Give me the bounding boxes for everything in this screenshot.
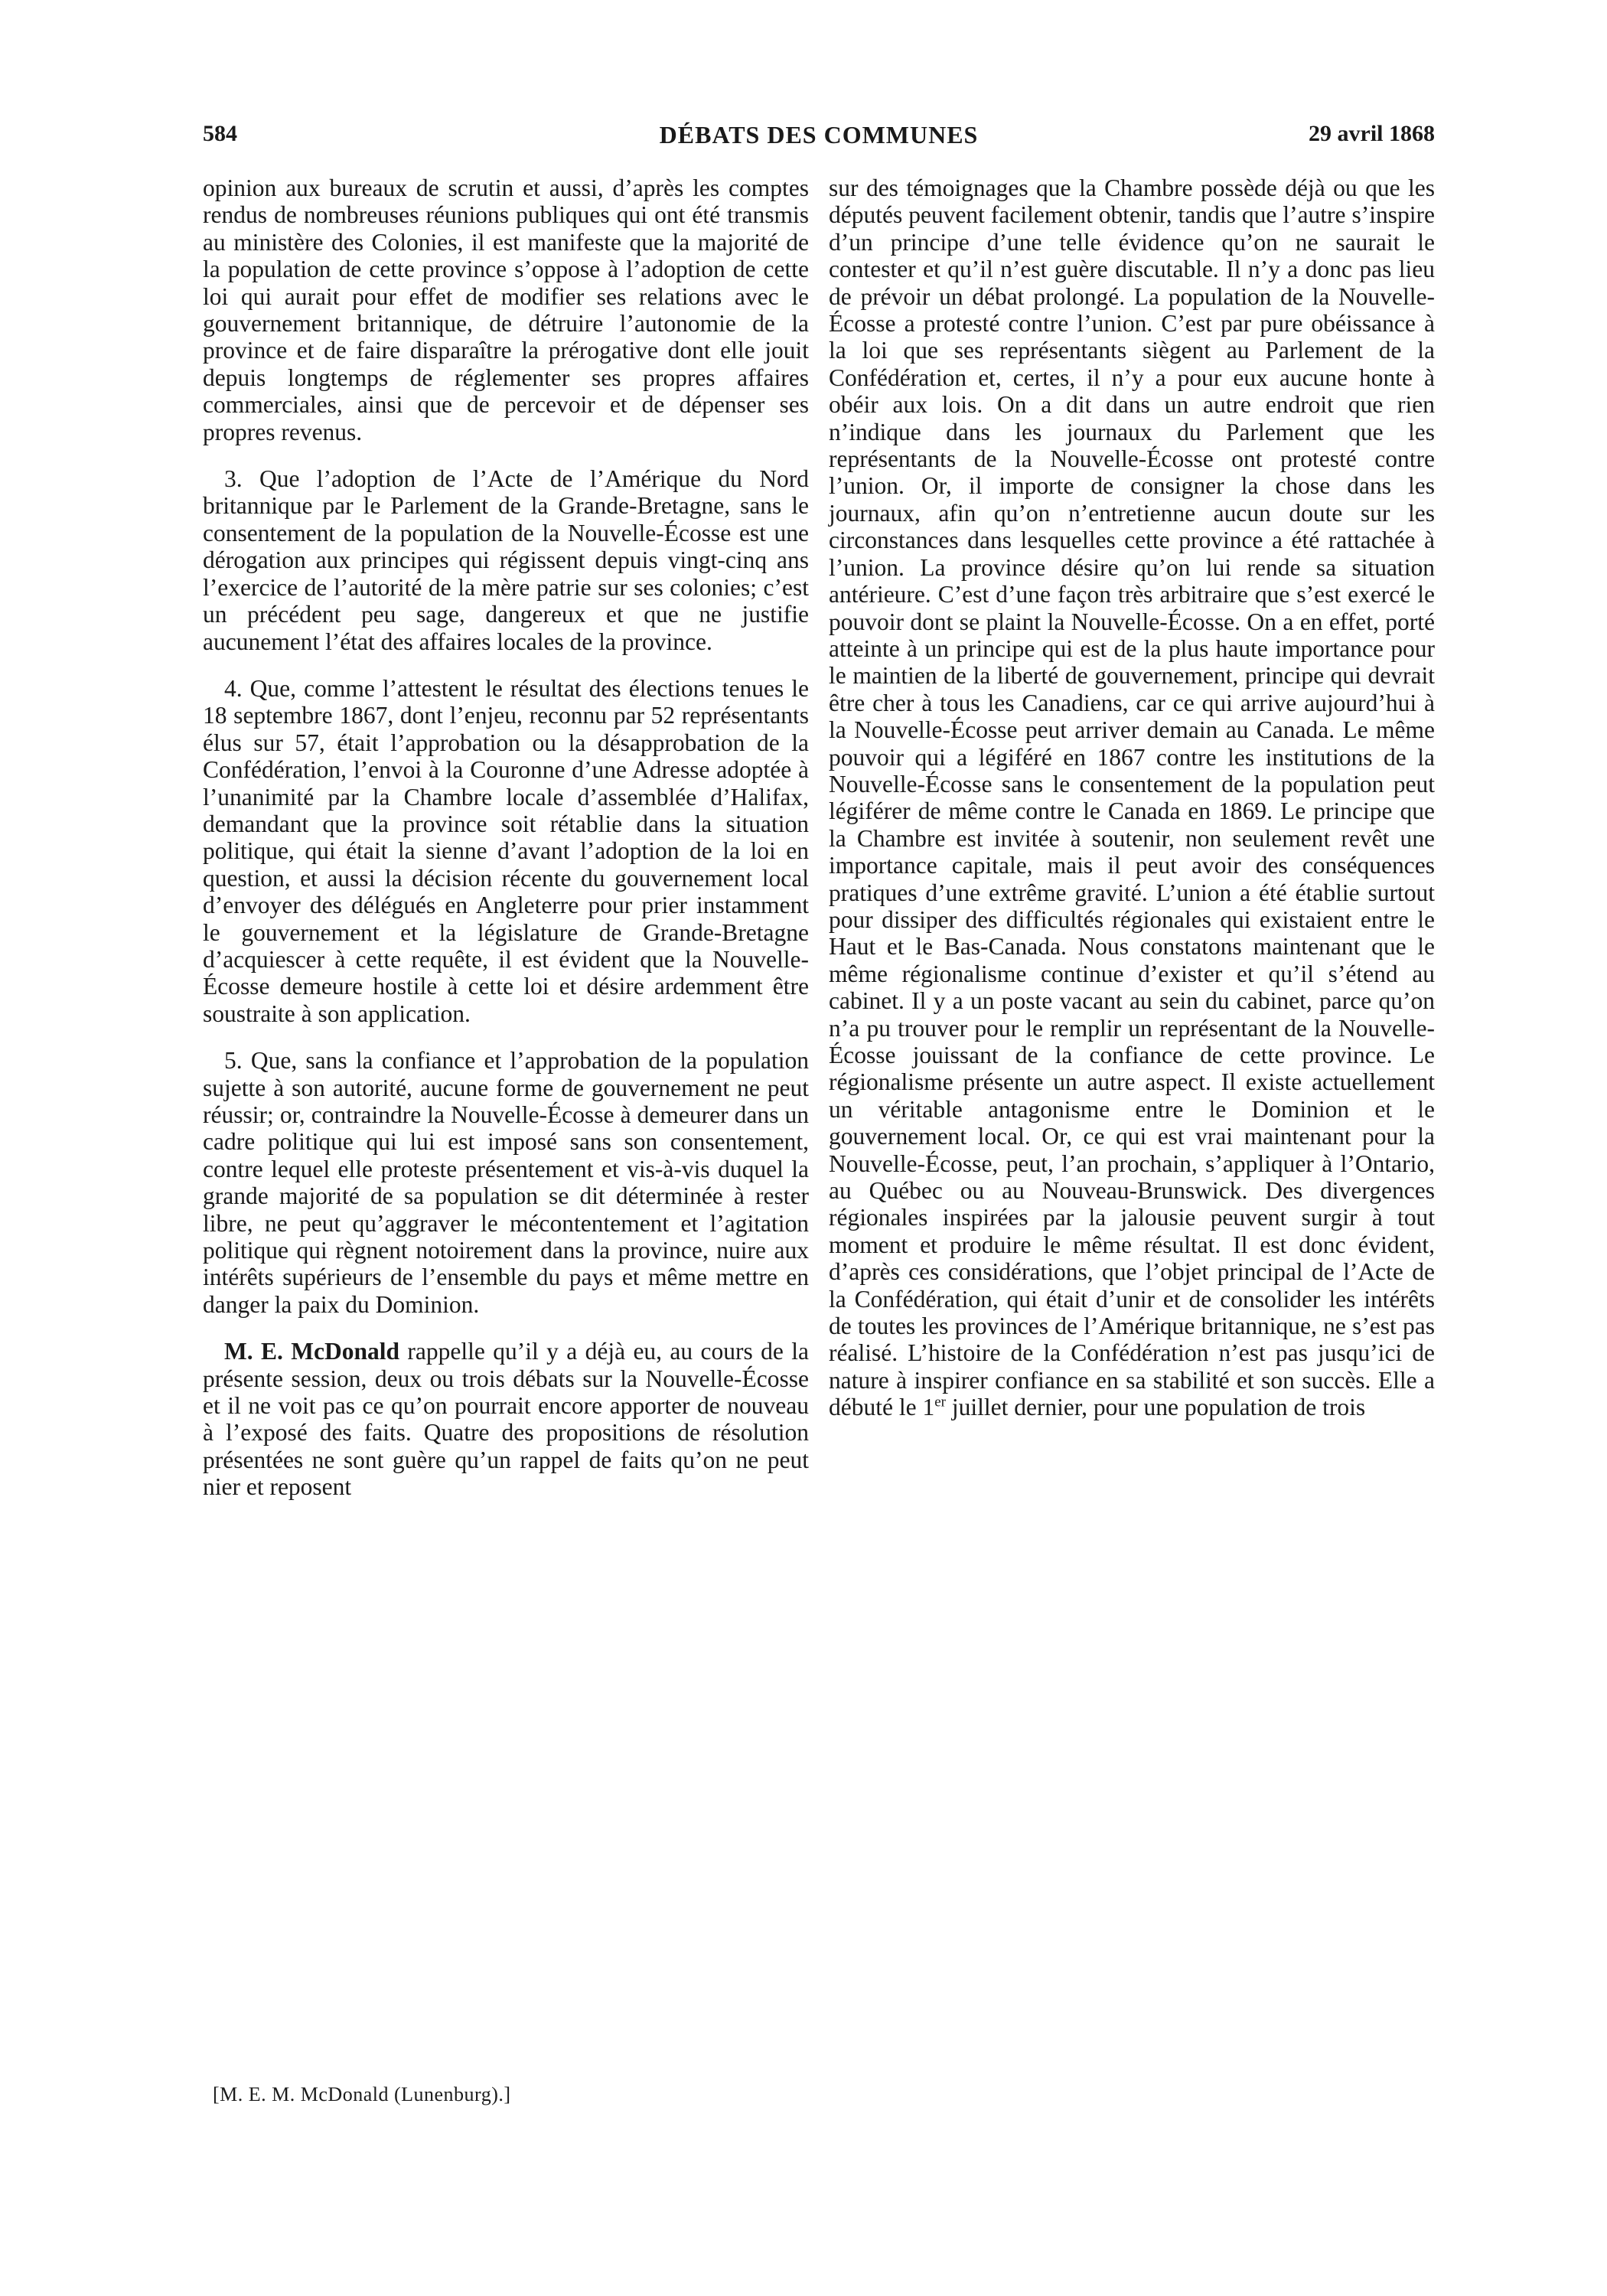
speaker-attribution: [M. E. M. McDonald (Lunenburg).] bbox=[213, 2083, 511, 2105]
speech-continuation bbox=[829, 174, 1435, 1421]
resolution-item-3: 3. Que l’adoption de l’Acte de l’Amérique du Nord britannique par le Parlement de la Grande-Bretagne, sans le consentement de la population de la Nouvelle-Écosse est une dérogation aux principes qui régissent depuis vingt-cinq ans l’exercice de l’autorité de la mère patrie sur ses colonies; c’est un précédent peu sage, dangereux et que ne justifie aucunement l’état des affaires locales de la province. bbox=[203, 465, 809, 655]
speech-text-main: sur des témoignages que la Chambre possède déjà ou que les députés peuvent facilement obtenir, tandis que l’autre s’inspire d’un principe d’une telle évidence qu’on ne saurait le contester et qu’il n’est guère discutable. Il n’y a donc pas lieu de prévoir un débat prolongé. La population de la Nouvelle-Écosse a protesté contre l’union. C’est par pure obéissance à la loi que ses représentants siègent au Parlement de la Confédération et, certes, il n’y a pour eux aucune honte à obéir aux lois. On a dit dans un autre endroit que rien n’indique dans les journaux du Parlement que les représentants de la Nouvelle-Écosse ont protesté contre l’union. Or, il importe de consigner la chose dans les journaux, afin qu’on n’entretienne aucun doute sur les circonstances dans lesquelles cette province a été rattachée à l’union. La province désire qu’on lui rende sa situation antérieure. C’est d’une façon très arbitraire que s’est exercé le pouvoir dont se plaint la Nouvelle-Écosse. On a en effet, porté atteinte à un principe qui est de la plus haute importance pour le maintien de la liberté de gouvernement, principe qui devrait être cher à tous les Canadiens, car ce qui arrive aujourd’hui à la Nouvelle-Écosse peut arriver demain au Canada. Le même pouvoir qui a légiféré en 1867 contre les institutions de la Nouvelle-Écosse sans le consentement de la population peut légiférer de même contre le Canada en 1869. Le principe que la Chambre est invitée à soutenir, non seulement revêt une importance capitale, mais il peut avoir des conséquences pratiques d’une extrême gravité. L’union a été établie surtout pour dissiper des difficultés régionales qui existaient entre le Haut et le Bas-Canada. Nous constatons maintenant que le même régionalisme continue d’exister et qu’il s’étend au cabinet. Il y a un poste vacant au sein du cabinet, parce qu’on n’a pu trouver pour le remplir un représentant de la Nouvelle-Écosse jouissant de la confiance de cette province. Le régionalisme présente un autre aspect. Il existe actuellement un véritable antagonisme entre le Dominion et le gouvernement local. Or, ce qui est vrai maintenant pour la Nouvelle-Écosse, peut, l’an prochain, s’appliquer à l’Ontario, au Québec ou au Nouveau-Brunswick. Des divergences régionales inspirées par la jalousie peuvent surgir à tout moment et produire le même résultat. Il est donc évident, d’après ces considérations, que l’objet principal de l’Acte de la Confédération, qui était d’unir et de consolider les intérêts de toutes les provinces de l’Amérique britannique, ne s’est pas réalisé. L’histoire de la Confédération n’est pas jusqu’ici de nature à inspirer confiance en sa stabilité et son succès. Elle a débuté le 1 bbox=[829, 174, 1435, 1421]
resolution-item-4: 4. Que, comme l’attestent le résultat des élections tenues le 18 septembre 1867, dont l’enjeu, reconnu par 52 représentants élus sur 57, était l’approbation ou la désapprobation de la Confédération, l’envoi à la Couronne d’une Adresse adoptée à l’unanimité par la Chambre locale d’assemblée d’Halifax, demandant que la province soit rétablie dans la situation politique, qui était la sienne d’avant l’adoption de la loi en question, et aussi la décision récente du gouvernement local d’envoyer des délégués en Angleterre pour prier instamment le gouvernement et la législature de Grande-Bretagne d’acquiescer à cette requête, il est évident que la Nouvelle-Écosse demeure hostile à cette loi et désire ardemment être soustraite à son application. bbox=[203, 674, 809, 1027]
speech-paragraph bbox=[203, 1338, 809, 1500]
page-date: 29 avril 1868 bbox=[1309, 121, 1435, 146]
ordinal-superscript: er bbox=[934, 1394, 946, 1411]
page-title: DÉBATS DES COMMUNES bbox=[659, 121, 979, 148]
page-number: 584 bbox=[203, 121, 237, 146]
speaker-name: M. E. McDonald bbox=[224, 1338, 400, 1365]
paragraph-continued: opinion aux bureaux de scrutin et aussi, d’après les comptes rendus de nombreuses réunions publiques qui ont été transmis au ministère des Colonies, il est manifeste que la majorité de la population de cette province s’oppose à l’adoption de cette loi qui aurait pour effet de modifier ses relations avec le gouvernement britannique, de détruire l’autonomie de la province et de faire disparaître la prérogative dont elle jouit depuis longtemps de réglementer ses propres affaires commerciales, ainsi que de percevoir et de dépenser ses propres revenus. bbox=[203, 174, 809, 445]
speech-text-end: juillet dernier, pour une population de trois bbox=[945, 1394, 1366, 1421]
left-column bbox=[203, 174, 809, 1501]
right-column bbox=[829, 174, 1435, 1421]
speech-text: rappelle qu’il y a déjà eu, au cours de la présente session, deux ou trois débats sur la Nouvelle-Écosse et il ne voit pas ce qu’on pourrait encore apporter de nouveau à l’exposé des faits. Quatre des propositions de résolution présentées ne sont guère qu’un rappel de faits qu’on ne peut nier et reposent bbox=[203, 1338, 809, 1501]
resolution-item-5: 5. Que, sans la confiance et l’approbation de la population sujette à son autorité, aucune forme de gouvernement ne peut réussir; or, contraindre la Nouvelle-Écosse à demeurer dans un cadre politique qui lui est imposé sans son consentement, contre lequel elle proteste présentement et vis-à-vis duquel la grande majorité de sa population se dit déterminée à rester libre, ne peut qu’aggraver le mécontentement et l’agitation politique qui règnent notoirement dans la province, nuire aux intérêts supérieurs de l’ensemble du pays et même mettre en danger la paix du Dominion. bbox=[203, 1047, 809, 1318]
page-header bbox=[203, 121, 1435, 159]
